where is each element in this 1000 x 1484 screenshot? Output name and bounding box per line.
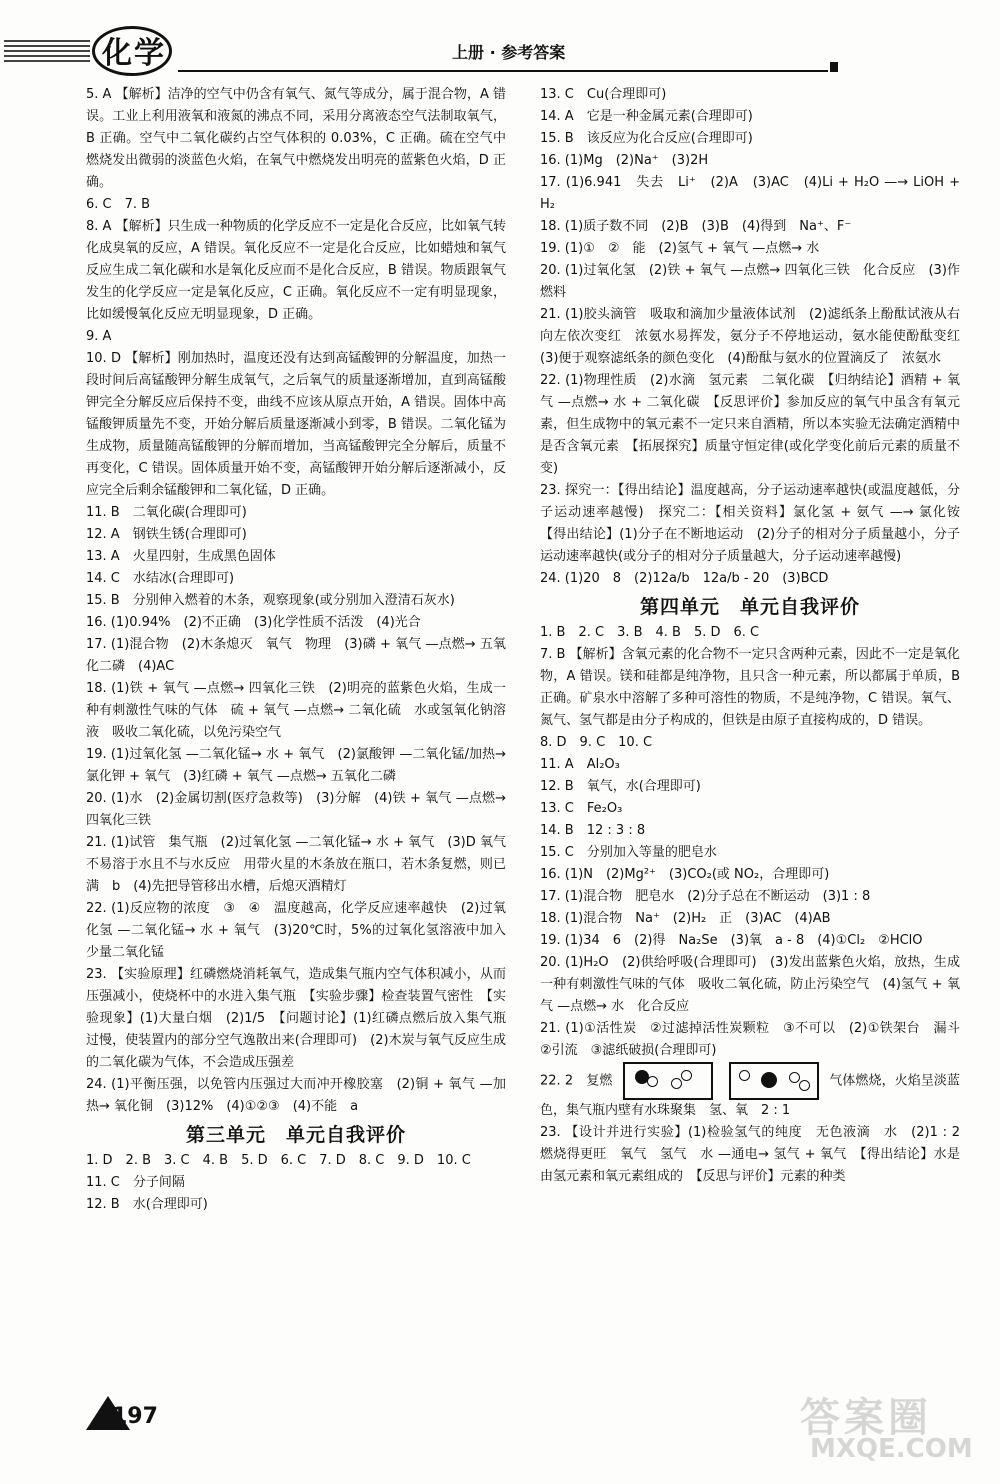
answer-item: 11. C 分子间隔 [86, 1175, 185, 1190]
watermark-text: 答案圈 [800, 1395, 932, 1441]
answer-item: 8. A 【解析】只生成一种物质的化学反应不一定是化合反应，比如氧气转化成臭氧的反应，A 错误。氧化反应不一定是化合反应，比如蜡烛和氧气反应生成二氧化碳和水是氧化反应而不是化合反应，B 错误。物质跟氧气发生的化学反应一定是氧化反应，C 正确。氧化反应不一定有明显现象，比如缓慢氧化反应无明显现象，D 正确。 [86, 219, 506, 322]
atom-white [647, 1076, 658, 1087]
answer-item: 6. C 7. B [86, 197, 151, 212]
answer-item: 22. (1)物理性质 (2)水滴 氢元素 二氧化碳 【归纳结论】酒精 + 氧气 —点燃→ 水 + 二氧化碳 【反思评价】参加反应的氧气中虽含有氧元素，但生成物中的氧元素不一定只来自酒精，所以本实验无法确定酒精中是否含氧元素 【拓展探究】质量守恒定律(或化学变化前后元素的质量不变) [540, 373, 960, 476]
answer-item: 8. D 9. C 10. C [540, 735, 653, 750]
answer-item: 13. C Cu(合理即可) [540, 87, 667, 102]
answer-item: 15. B 该反应为化合反应(合理即可) [540, 131, 753, 146]
answer-item: 12. B 水(合理即可) [86, 1197, 208, 1212]
watermark [800, 1386, 980, 1466]
atom-white [671, 1078, 682, 1089]
answer-item: 13. C Fe₂O₃ [540, 801, 623, 816]
answer-item: 14. C 水结冰(合理即可) [86, 571, 235, 586]
answer-item: 12. A 钢铁生锈(合理即可) [86, 527, 247, 542]
answer-item: 20. (1)水 (2)金属切割(医疗急救等) (3)分解 (4)铁 + 氧气 —点燃→ 四氧化三铁 [86, 791, 506, 828]
answer-item: 16. (1)Mg (2)Na⁺ (3)2H [540, 153, 709, 168]
answer-item: 21. (1)试管 集气瓶 (2)过氧化氢 —二氧化锰→ 水 + 氧气 (3)D 氧气不易溶于水且不与水反应 用带火星的木条放在瓶口，若木条复燃，则已满 b (4)先把导管移出水槽，后熄灭酒精灯 [86, 835, 506, 894]
answer-item: 1. D 2. B 3. C 4. B 5. D 6. C 7. D 8. C 9. D 10. C [86, 1153, 471, 1168]
answer-item: 21. (1)①活性炭 ②过滤掉活性炭颗粒 ③不可以 (2)①铁架台 漏斗 ②引流 ③滤纸破损(合理即可) [540, 1021, 974, 1058]
page-footer [86, 1388, 286, 1438]
answer-item: 24. (1)平衡压强，以免管内压强过大而冲开橡胶塞 (2)铜 + 氧气 —加热→ 氧化铜 (3)12% (4)①②③ (4)不能 a [86, 1077, 506, 1114]
answer-item: 16. (1)N (2)Mg²⁺ (3)CO₂(或 NO₂，合理即可) [540, 867, 830, 882]
header-mark [830, 62, 838, 72]
unit3-title: 第三单元 单元自我评价 [185, 1124, 406, 1146]
answer-item: 16. (1)0.94% (2)不正确 (3)化学性质不活泼 (4)光合 [86, 615, 421, 630]
answer-item: 19. (1)① ② 能 (2)氢气 + 氧气 —点燃→ 水 [540, 241, 820, 256]
answer-22-prefix: 22. 2 复燃 [540, 1073, 613, 1089]
answer-item-22 [540, 1062, 960, 1122]
answer-item: 11. A Al₂O₃ [540, 757, 620, 772]
answer-item: 1. B 2. C 3. B 4. B 5. D 6. C [540, 625, 760, 640]
answer-item: 7. B 【解析】含氧元素的化合物不一定只含两种元素，因此不一定是氧化物，A 错误。镁和硅都是纯净物，且只含一种元素，所以都属于单质，B 正确。矿泉水中溶解了多种可溶性的物质，不是纯净物，C 错误。氧气、氮气、氢气都是由分子构成的，但铁是由原子直接构成的，D 错误。 [540, 647, 960, 728]
answer-item: 13. A 火星四射，生成黑色固体 [86, 549, 276, 564]
atom-white [799, 1080, 810, 1091]
answer-item: 14. A 它是一种金属元素(合理即可) [540, 109, 753, 124]
atom-black [761, 1072, 777, 1088]
right-column [540, 84, 974, 1188]
answer-item: 11. B 二氧化碳(合理即可) [86, 505, 247, 520]
atom-white [739, 1070, 750, 1081]
left-column [86, 84, 506, 1216]
answer-item: 17. (1)混合物 肥皂水 (2)分子总在不断运动 (3)1 : 8 [540, 889, 871, 904]
unit4-title: 第四单元 单元自我评价 [639, 596, 860, 618]
page-title: 上册 · 参考答案 [452, 43, 566, 62]
answer-item: 23. 【设计并进行实验】(1)检验氢气的纯度 无色液滴 水 (2)1 : 2 燃烧得更旺 氧气 氢气 水 —通电→ 氢气 + 氧气 【得出结论】水是由氢元素和氧元素组成的 【反思与评价】元素的种类 [540, 1125, 974, 1184]
atom-white [789, 1072, 800, 1083]
answer-item: 20. (1)过氧化氢 (2)铁 + 氧气 —点燃→ 四氧化三铁 化合反应 (3)作燃料 [540, 263, 960, 300]
watermark-url: MXQE.COM [810, 1434, 973, 1464]
header-divider [178, 70, 828, 72]
answer-22-suffix: 气体燃烧，火焰呈淡蓝色，集气瓶内壁有水珠聚集 氢、氧 2 : 1 [540, 1073, 961, 1118]
subject-logo [92, 26, 170, 72]
answer-item: 17. (1)6.941 失去 Li⁺ (2)A (3)AC (4)Li + H₂O —→ LiOH + H₂ [540, 175, 960, 212]
atom-white [681, 1070, 692, 1081]
answer-item: 15. B 分别伸入燃着的木条，观察现象(或分别加入澄清石灰水) [86, 593, 455, 608]
molecule-diagram-2 [729, 1062, 819, 1100]
answer-item: 24. (1)20 8 (2)12a/b 12a/b - 20 (3)BCD [540, 571, 829, 586]
page-header [0, 0, 1000, 80]
page-number: 197 [112, 1404, 158, 1429]
answer-item: 23. 探究一：【得出结论】温度越高，分子运动速率越快(或温度越低，分子运动速率越慢) 探究二：【相关资料】氯化氢 + 氨气 —→ 氯化铵 【得出结论】(1)分子在不断地运动 (2)分子的相对分子质量越小，分子运动速率越快(或分子的相对分子质量越大，分子运动速率越慢) [540, 483, 974, 564]
answer-item: 17. (1)混合物 (2)木条熄灭 氧气 物理 (3)磷 + 氧气 —点燃→ 五氧化二磷 (4)AC [86, 637, 506, 674]
decorative-stripes [4, 40, 90, 62]
answer-item: 22. (1)反应物的浓度 ③ ④ 温度越高，化学反应速率越快 (2)过氧化氢 —二氧化锰→ 水 + 氧气 (3)20℃时，5%的过氧化氢溶液中加入少量二氧化锰 [86, 901, 506, 960]
answer-item: 23. 【实验原理】红磷燃烧消耗氧气，造成集气瓶内空气体积减小，从而压强减小，使烧杯中的水进入集气瓶 【实验步骤】检查装置气密性 【实验现象】(1)大量白烟 (2)1/5 【问题讨论】(1)红磷点燃后放入集气瓶过慢，使装置内的部分空气逸散出来(合理即可) (2)木炭与氧气反应生成的二氧化碳为气体，不会造成压强差 [86, 967, 506, 1070]
answer-item: 10. D 【解析】刚加热时，温度还没有达到高锰酸钾的分解温度，加热一段时间后高锰酸钾分解生成氧气，之后氧气的质量逐渐增加，直到高锰酸钾完全分解反应后保持不变，曲线不应该从原点开始，A 错误。固体中高锰酸钾质量先不变，开始分解后质量逐渐减小到零，B 错误。二氧化锰为生成物，质量随高锰酸钾的分解而增加，当高锰酸钾完全分解后，质量不再变化，C 错误。固体质量开始不变，高锰酸钾开始分解后逐渐减小，反应完全后剩余锰酸钾和二氧化锰，D 正确。 [86, 351, 506, 498]
molecule-diagram-1 [623, 1062, 713, 1100]
logo-text: 化学 [102, 36, 166, 71]
answer-item: 5. A 【解析】洁净的空气中仍含有氧气、氮气等成分，属于混合物，A 错误。工业上利用液氧和液氮的沸点不同，采用分离液态空气法制取氧气，B 正确。空气中二氧化碳约占空气体积的 0.03%，C 正确。硫在空气中燃烧发出微弱的淡蓝色火焰，在氧气中燃烧发出明亮的蓝紫色火焰，D 正确。 [86, 87, 506, 190]
answer-item: 12. B 氧气，水(合理即可) [540, 779, 701, 794]
answer-item: 18. (1)混合物 Na⁺ (2)H₂ 正 (3)AC (4)AB [540, 911, 831, 926]
answer-item: 19. (1)34 6 (2)得 Na₂Se (3)氧 a - 8 (4)①Cl₂ ②HClO [540, 933, 923, 948]
answer-item: 20. (1)H₂O (2)供给呼吸(合理即可) (3)发出蓝紫色火焰，放热，生成一种有刺激性气味的气体 吸收二氧化硫，防止污染空气 (4)氢气 + 氧气 —点燃→ 水 化合反应 [540, 955, 960, 1014]
answer-item: 14. B 12 : 3 : 8 [540, 823, 646, 838]
answer-item: 18. (1)质子数不同 (2)B (3)B (4)得到 Na⁺、F⁻ [540, 219, 852, 234]
answer-item: 18. (1)铁 + 氧气 —点燃→ 四氧化三铁 (2)明亮的蓝紫色火焰，生成一种有刺激性气味的气体 硫 + 氧气 —点燃→ 二氧化硫 水或氢氧化钠溶液 吸收二氧化硫，以免污染空气 [86, 681, 506, 740]
answer-item: 15. C 分别加入等量的肥皂水 [540, 845, 717, 860]
answer-item: 21. (1)胶头滴管 吸取和滴加少量液体试剂 (2)滤纸条上酚酞试液从右向左依次变红 浓氨水易挥发，氨分子不停地运动，氨水能使酚酞变红 (3)便于观察滤纸条的颜色变化 (4)酚酞与氨水的位置滴反了 浓氨水 [540, 307, 974, 366]
answer-item: 19. (1)过氧化氢 —二氧化锰→ 水 + 氧气 (2)氯酸钾 —二氧化锰/加热→ 氯化钾 + 氧气 (3)红磷 + 氧气 —点燃→ 五氧化二磷 [86, 747, 506, 784]
answer-item: 9. A [86, 329, 112, 344]
